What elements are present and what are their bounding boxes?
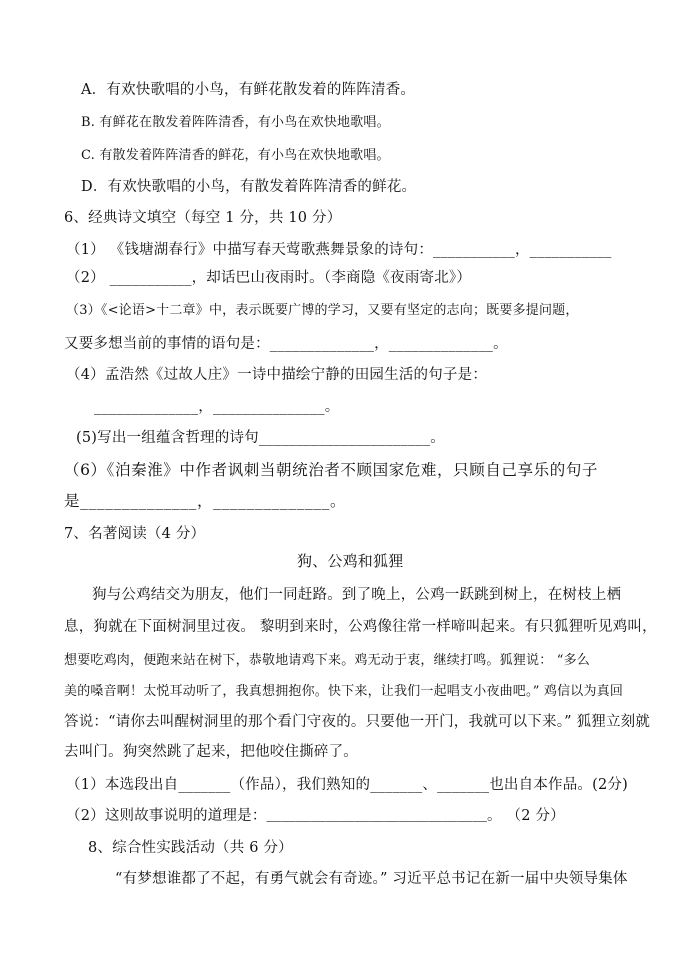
question-8-paragraph: “有梦想谁都了不起，有勇气就会有奇迹。” 习近平总书记在新一届中央领导集体: [115, 871, 628, 887]
question-7-sub-1: （1）本选段出自_______（作品），我们熟知的_______、_______也出自本作品。(2分): [66, 777, 628, 793]
option-a: A．有欢快歌唱的小鸟，有鲜花散发着的阵阵清香。: [81, 82, 416, 98]
story-line-6: 去叫门。狗突然跳了起来，把他咬住撕碎了。: [64, 744, 358, 760]
story-title: 狗、公鸡和狐狸: [297, 552, 404, 570]
story-line-1: 狗与公鸡结交为朋友，他们一同赶路。到了晚上，公鸡一跃跳到树上，在树枝上栖: [92, 587, 622, 603]
story-line-5: 答说：“请你去叫醒树洞里的那个看门守夜的。只要他一开门，我就可以下来。” 狐狸立刻就: [64, 714, 651, 730]
question-6-item-1: （1） 《钱塘湖春行》中描写春天莺歌燕舞景象的诗句：___________，___________: [66, 242, 612, 258]
question-6-item-4-line-2: ______________，_______________。: [94, 399, 340, 415]
question-7-heading: 7、名著阅读（4 分）: [64, 526, 206, 542]
question-6-item-6-line-2: 是______________，______________。: [64, 492, 347, 510]
question-6-item-2: （2） ___________，却话巴山夜雨时。（李商隐《夜雨寄北》）: [66, 270, 472, 286]
question-7-sub-2: （2）这则故事说明的道理是：＿＿＿＿＿＿＿＿＿＿＿＿＿＿＿。 （2 分）: [66, 808, 565, 824]
question-8-heading: 8、综合性实践活动（共 6 分）: [88, 840, 293, 856]
question-6-item-5: (5)写出一组蕴含哲理的诗句_______________________。: [76, 430, 445, 446]
question-6-item-6-line-1: （6）《泊秦淮》中作者讽刺当朝统治者不顾国家危难，只顾自己享乐的句子: [64, 461, 599, 479]
question-6-item-3-line-2: 又要多想当前的事情的语句是：______________，______________。: [64, 336, 508, 352]
question-6-heading: 6、经典诗文填空（每空 1 分，共 10 分）: [64, 210, 342, 226]
option-d: D．有欢快歌唱的小鸟，有散发着阵阵清香的鲜花。: [81, 179, 417, 195]
option-b: B. 有鲜花在散发着阵阵清香，有小鸟在欢快地歌唱。: [81, 115, 390, 130]
story-line-4: 美的嗓音啊！太悦耳动听了，我真想拥抱你。快下来，让我们一起唱支小夜曲吧。” 鸡信以为真回: [64, 684, 624, 699]
story-line-3: 想要吃鸡肉，便跑来站在树下，恭敬地请鸡下来。鸡无动于衷，继续打鸣。狐狸说： “多么: [64, 653, 590, 668]
story-line-2: 息，狗就在下面树洞里过夜。 黎明到来时，公鸡像往常一样啼叫起来。有只狐狸听见鸡叫，: [64, 619, 657, 635]
question-6-item-4-line-1: （4）孟浩然《过故人庄》一诗中描绘宁静的田园生活的句子是：: [66, 367, 488, 383]
option-c: C. 有散发着阵阵清香的鲜花，有小鸟在欢快地歌唱。: [81, 148, 390, 163]
question-6-item-3-line-1: （3）《<论语>十二章》中，表示既要广博的学习，又要有坚定的志向；既要多提问题，: [66, 303, 579, 318]
